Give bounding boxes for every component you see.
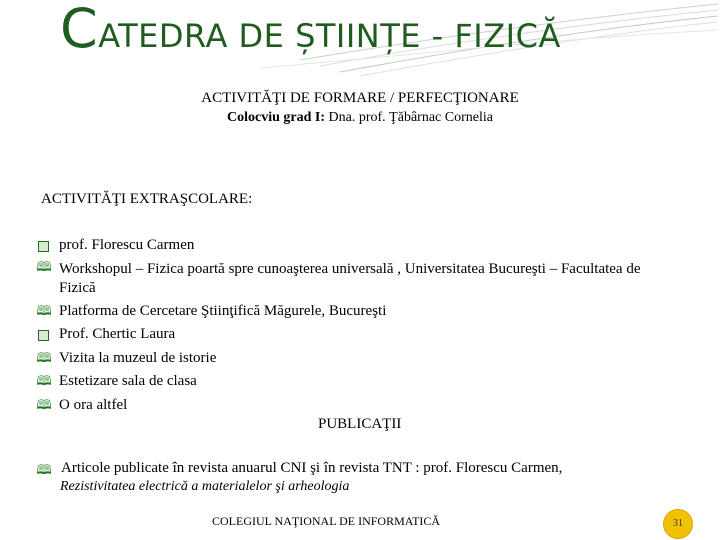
page-number-badge: 31 — [663, 509, 693, 539]
list-item — [36, 234, 676, 258]
training-heading: ACTIVITĂŢI DE FORMARE / PERFECŢIONARE — [201, 90, 519, 106]
book-bullet-icon: 🕮 — [36, 303, 52, 319]
list-item — [36, 394, 676, 418]
list-item-text: prof. Florescu Carmen — [59, 237, 195, 253]
book-bullet-icon: 🕮 — [36, 397, 52, 413]
checkbox-bullet-icon — [38, 241, 49, 252]
colloquium-value: Dna. prof. Ţăbârnac Cornelia — [325, 110, 493, 125]
colloquium-line — [0, 110, 720, 126]
publication-line-2: Rezistivitatea electrică a materialelor şi arheologia — [60, 479, 350, 494]
extracurricular-list — [36, 234, 676, 417]
footer-school-name: COLEGIUL NAŢIONAL DE INFORMATICĂ — [212, 514, 441, 528]
publication-item — [36, 460, 696, 495]
page-title — [60, 0, 561, 60]
title-rest: ATEDRA DE ȘTIINȚE - FIZICĂ — [98, 17, 561, 55]
extracurricular-heading: ACTIVITĂŢI EXTRAŞCOLARE: — [41, 191, 253, 207]
book-bullet-icon: 🕮 — [36, 259, 52, 275]
list-item — [36, 323, 676, 347]
list-item-text: Estetizare sala de clasa — [59, 373, 197, 389]
colloquium-label: Colocviu grad I: — [227, 110, 326, 125]
book-bullet-icon: 🕮 — [36, 463, 52, 478]
list-item-text: Platforma de Cercetare Ştiinţifică Măgurele, Bucureşti — [59, 302, 387, 319]
list-item-text: Vizita la muzeul de istorie — [59, 349, 217, 366]
list-item — [36, 347, 676, 371]
checkbox-bullet-icon — [38, 330, 49, 341]
list-item-text: Workshopul – Fizica poartă spre cunoaşterea universală , Universitatea Bucureşti – Facultatea de Fizică — [59, 260, 641, 296]
list-item — [36, 300, 676, 324]
title-first-letter: C — [60, 0, 99, 60]
list-item-text: O ora altfel — [59, 396, 128, 413]
book-bullet-icon: 🕮 — [36, 374, 52, 389]
list-item — [36, 258, 676, 300]
book-bullet-icon: 🕮 — [36, 350, 52, 366]
publication-line-1: Articole publicate în revista anuarul CNI şi în revista TNT : prof. Florescu Carmen, — [61, 460, 563, 476]
publications-heading: PUBLICAŢII — [318, 416, 402, 432]
list-item-text: Prof. Chertic Laura — [59, 326, 176, 342]
list-item — [36, 370, 676, 394]
